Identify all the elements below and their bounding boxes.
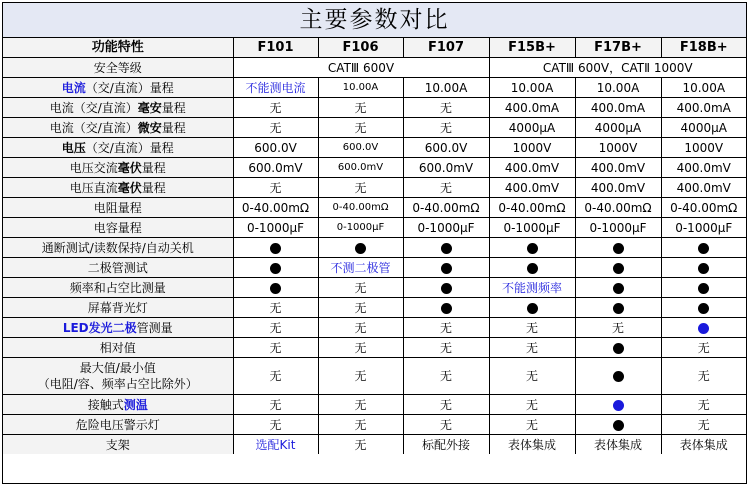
label-text: 电流（交/直流） — [49, 120, 138, 135]
table-cell: 无 — [318, 278, 403, 298]
feature-dot — [698, 303, 709, 314]
label-highlight: 电流 — [61, 80, 86, 95]
table-cell: 0-40.00mΩ — [661, 198, 746, 218]
table-cell: 无 — [318, 318, 403, 338]
label-text: 电压直流 — [69, 180, 118, 195]
table-cell: 600.0V — [233, 138, 318, 158]
table-cell: 无 — [661, 358, 746, 395]
table-cell: 选配Kit — [233, 435, 318, 455]
feature-dot — [441, 263, 452, 274]
column-header: F17B+ — [575, 38, 661, 58]
table-cell — [661, 258, 746, 278]
feature-dot — [698, 243, 709, 254]
table-cell: 无 — [489, 338, 575, 358]
table-cell: 标配外接 — [403, 435, 489, 455]
table-cell: 400.0mV — [489, 158, 575, 178]
feature-dot — [613, 263, 624, 274]
table-row — [3, 218, 746, 238]
row-label — [3, 158, 233, 178]
table-cell: 400.0mV — [661, 178, 746, 198]
table-cell: 表体集成 — [661, 435, 746, 455]
table-cell: CATⅢ 600V，CATⅡ 1000V — [489, 58, 746, 78]
table-cell — [661, 238, 746, 258]
table-cell: 10.00A — [403, 78, 489, 98]
column-header: F107 — [403, 38, 489, 58]
table-cell — [489, 298, 575, 318]
row-label: 屏幕背光灯 — [3, 298, 233, 318]
table-cell: 10.00A — [575, 78, 661, 98]
table-cell: 无 — [661, 415, 746, 435]
table-cell: 600.0mV — [318, 158, 403, 178]
table-cell: 表体集成 — [575, 435, 661, 455]
column-header: F15B+ — [489, 38, 575, 58]
table-row — [3, 435, 746, 455]
table-row — [3, 318, 746, 338]
table-cell: 0-40.00mΩ — [489, 198, 575, 218]
table-cell — [403, 238, 489, 258]
table-cell — [575, 298, 661, 318]
table-cell: 无 — [403, 318, 489, 338]
table-cell: 600.0mV — [403, 158, 489, 178]
table-cell: 无 — [233, 358, 318, 395]
table-cell: 无 — [575, 318, 661, 338]
table-row — [3, 98, 746, 118]
table-cell: 400.0mA — [489, 98, 575, 118]
table-cell — [575, 415, 661, 435]
label-highlight: 测温 — [123, 397, 148, 412]
table-cell: 不能测电流 — [233, 78, 318, 98]
label-text: 电流（交/直流） — [49, 100, 138, 115]
feature-dot — [527, 303, 538, 314]
table-cell: 无 — [489, 415, 575, 435]
table-cell: 无 — [318, 415, 403, 435]
feature-dot — [613, 243, 624, 254]
table-cell — [233, 258, 318, 278]
table-cell: 400.0mV — [575, 158, 661, 178]
label-highlight: 微安 — [137, 120, 162, 135]
table-cell: 400.0mA — [575, 98, 661, 118]
table-cell: 0-1000μF — [318, 218, 403, 238]
table-cell: 0-40.00mΩ — [403, 198, 489, 218]
feature-dot — [270, 283, 281, 294]
table-cell: 无 — [403, 395, 489, 415]
label-highlight: 毫伏 — [117, 160, 142, 175]
row-label: 安全等级 — [3, 58, 233, 78]
feature-dot — [270, 243, 281, 254]
comparison-sheet — [2, 2, 747, 484]
label-highlight: LED发光二极 — [62, 320, 137, 335]
column-header: F106 — [318, 38, 403, 58]
table-cell — [489, 238, 575, 258]
table-cell: 无 — [318, 178, 403, 198]
table-row — [3, 338, 746, 358]
label-text: 量程 — [141, 180, 166, 195]
label-text: 最大值/最小值 — [79, 361, 156, 375]
table-cell: 400.0mV — [575, 178, 661, 198]
table-row — [3, 415, 746, 435]
table-cell: 无 — [403, 338, 489, 358]
table-cell: 无 — [318, 395, 403, 415]
table-cell: 无 — [318, 358, 403, 395]
table-cell: 4000μA — [661, 118, 746, 138]
table-cell: CATⅢ 600V — [233, 58, 489, 78]
table-cell: 表体集成 — [489, 435, 575, 455]
table-cell: 不测二极管 — [318, 258, 403, 278]
table-cell: 1000V — [489, 138, 575, 158]
page-title: 主要参数对比 — [3, 3, 746, 38]
row-label: 通断测试/读数保持/自动关机 — [3, 238, 233, 258]
table-cell: 4000μA — [489, 118, 575, 138]
table-cell: 无 — [403, 178, 489, 198]
table-cell: 0-40.00mΩ — [575, 198, 661, 218]
table-cell: 0-1000μF — [489, 218, 575, 238]
table-cell: 0-1000μF — [661, 218, 746, 238]
table-cell — [575, 258, 661, 278]
row-label — [3, 138, 233, 158]
table-cell — [575, 278, 661, 298]
table-cell: 0-40.00mΩ — [318, 198, 403, 218]
row-label — [3, 78, 233, 98]
table-cell — [575, 338, 661, 358]
label-text: 量程 — [161, 100, 186, 115]
table-row — [3, 278, 746, 298]
feature-dot — [613, 420, 624, 431]
feature-dot — [613, 283, 624, 294]
table-cell: 无 — [233, 415, 318, 435]
table-cell: 1000V — [575, 138, 661, 158]
table-cell — [661, 278, 746, 298]
comparison-table — [3, 38, 746, 454]
table-cell: 无 — [233, 298, 318, 318]
table-row — [3, 138, 746, 158]
table-cell: 无 — [233, 395, 318, 415]
row-label — [3, 118, 233, 138]
feature-dot — [441, 303, 452, 314]
table-cell — [661, 318, 746, 338]
table-cell: 无 — [233, 338, 318, 358]
label-text: （电阻/容、频率占空比除外） — [37, 377, 198, 391]
feature-dot — [270, 263, 281, 274]
table-cell — [318, 238, 403, 258]
label-text: 量程 — [161, 120, 186, 135]
table-cell — [403, 278, 489, 298]
table-row — [3, 198, 746, 218]
table-cell: 4000μA — [575, 118, 661, 138]
feature-dot — [355, 243, 366, 254]
table-cell — [575, 358, 661, 395]
row-label — [3, 395, 233, 415]
table-cell: 400.0mA — [661, 98, 746, 118]
table-cell: 1000V — [661, 138, 746, 158]
column-header: F101 — [233, 38, 318, 58]
table-cell: 无 — [403, 118, 489, 138]
table-cell: 0-40.00mΩ — [233, 198, 318, 218]
table-cell: 10.00A — [489, 78, 575, 98]
table-cell — [403, 258, 489, 278]
table-cell — [661, 298, 746, 318]
row-label — [3, 358, 233, 395]
row-label: 电阻量程 — [3, 198, 233, 218]
table-cell: 无 — [233, 98, 318, 118]
row-label — [3, 98, 233, 118]
table-row — [3, 58, 746, 78]
table-cell: 600.0V — [403, 138, 489, 158]
table-row — [3, 158, 746, 178]
header-row — [3, 38, 746, 58]
table-cell: 无 — [233, 318, 318, 338]
row-label: 二极管测试 — [3, 258, 233, 278]
row-label: 频率和占空比测量 — [3, 278, 233, 298]
label-text: 管测量 — [136, 320, 173, 335]
table-row — [3, 258, 746, 278]
row-label: 危险电压警示灯 — [3, 415, 233, 435]
table-cell — [403, 298, 489, 318]
table-cell: 0-1000μF — [233, 218, 318, 238]
table-cell: 无 — [318, 98, 403, 118]
feature-dot — [698, 283, 709, 294]
table-cell: 无 — [489, 395, 575, 415]
label-text: 量程 — [141, 160, 166, 175]
table-cell: 400.0mV — [489, 178, 575, 198]
table-cell: 无 — [318, 118, 403, 138]
table-cell: 无 — [318, 298, 403, 318]
table-cell: 400.0mV — [661, 158, 746, 178]
table-cell — [233, 238, 318, 258]
table-cell — [489, 258, 575, 278]
table-cell: 无 — [318, 338, 403, 358]
table-row — [3, 118, 746, 138]
table-cell: 无 — [489, 358, 575, 395]
table-cell: 不能测频率 — [489, 278, 575, 298]
feature-dot — [613, 343, 624, 354]
table-row — [3, 298, 746, 318]
feature-dot — [698, 263, 709, 274]
table-cell: 无 — [233, 118, 318, 138]
table-row — [3, 358, 746, 395]
feature-dot — [441, 243, 452, 254]
label-text: 电压交流 — [69, 160, 118, 175]
row-label: 电容量程 — [3, 218, 233, 238]
table-cell: 600.0mV — [233, 158, 318, 178]
table-cell: 无 — [661, 395, 746, 415]
label-text: （交/直流）量程 — [85, 140, 174, 155]
table-cell: 无 — [403, 98, 489, 118]
table-cell: 10.00A — [318, 78, 403, 98]
table-cell — [575, 238, 661, 258]
label-highlight: 电压 — [61, 140, 86, 155]
row-label: 相对值 — [3, 338, 233, 358]
feature-dot — [613, 303, 624, 314]
feature-dot — [527, 263, 538, 274]
row-label: 支架 — [3, 435, 233, 455]
table-row — [3, 178, 746, 198]
table-row — [3, 395, 746, 415]
feature-dot — [527, 243, 538, 254]
table-cell: 0-1000μF — [403, 218, 489, 238]
table-cell — [575, 395, 661, 415]
row-label — [3, 318, 233, 338]
label-text: 接触式 — [87, 397, 124, 412]
table-cell: 0-1000μF — [575, 218, 661, 238]
feature-dot — [441, 283, 452, 294]
feature-dot — [613, 371, 624, 382]
table-cell: 10.00A — [661, 78, 746, 98]
table-cell: 600.0V — [318, 138, 403, 158]
table-cell: 无 — [233, 178, 318, 198]
feature-dot — [698, 323, 709, 334]
row-label — [3, 178, 233, 198]
table-cell: 无 — [318, 435, 403, 455]
label-highlight: 毫安 — [137, 100, 162, 115]
table-row — [3, 238, 746, 258]
column-header: F18B+ — [661, 38, 746, 58]
table-cell: 无 — [489, 318, 575, 338]
label-highlight: 毫伏 — [117, 180, 142, 195]
column-header: 功能特性 — [3, 38, 233, 58]
label-text: （交/直流）量程 — [85, 80, 174, 95]
table-cell — [233, 278, 318, 298]
table-row — [3, 78, 746, 98]
table-cell: 无 — [661, 338, 746, 358]
feature-dot — [613, 400, 624, 411]
table-cell: 无 — [403, 358, 489, 395]
table-cell: 无 — [403, 415, 489, 435]
